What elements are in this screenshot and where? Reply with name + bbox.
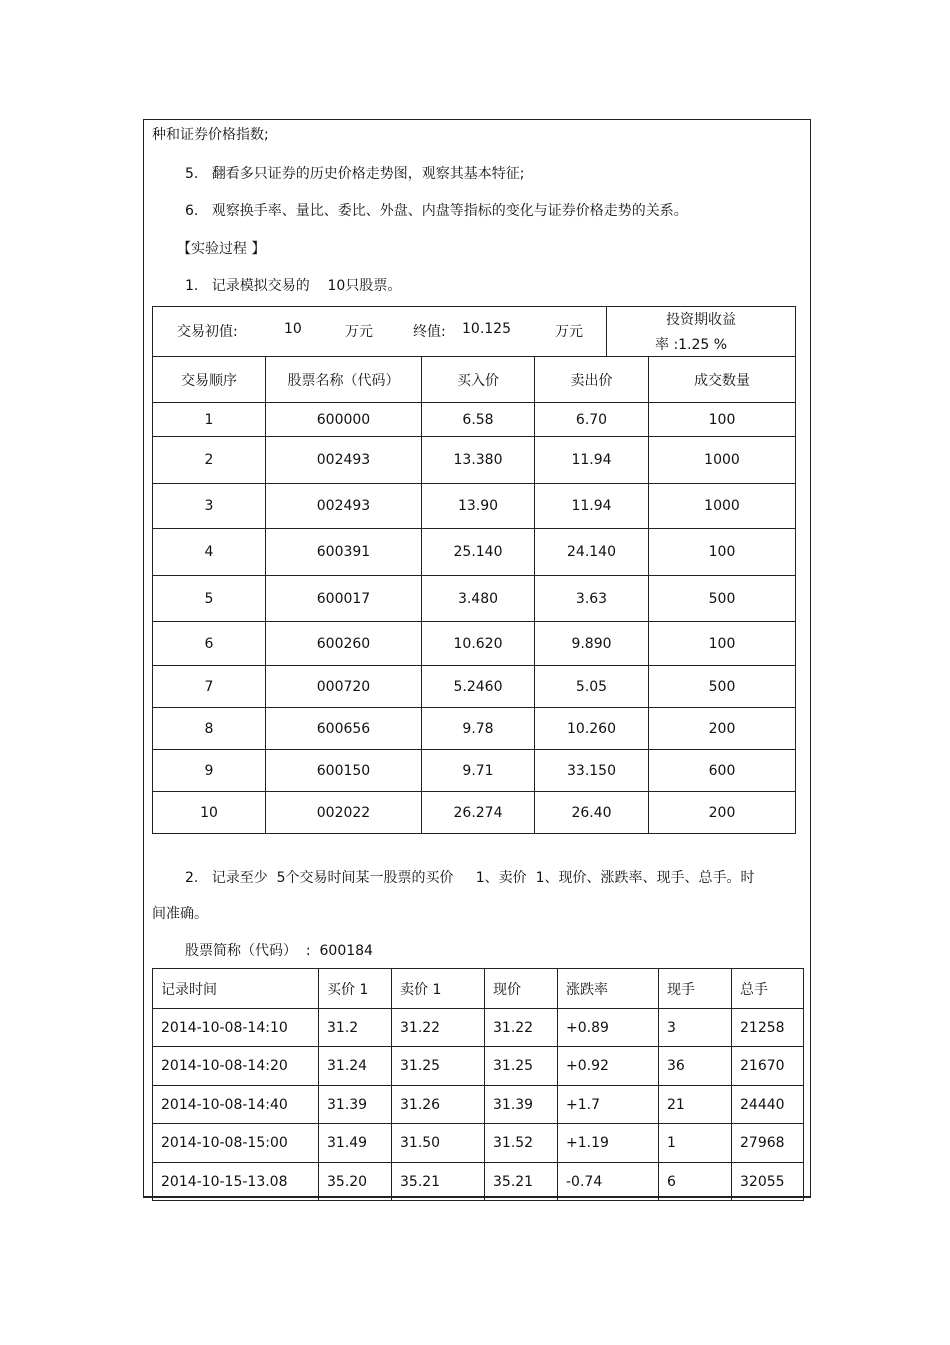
cell: 2014-10-08-14:40 bbox=[153, 1086, 319, 1124]
header-cell: 买入价 bbox=[422, 357, 535, 403]
cell: 000720 bbox=[266, 666, 422, 708]
cell: 100 bbox=[649, 622, 796, 666]
cell: 5.2460 bbox=[422, 666, 535, 708]
header-cell: 现手 bbox=[659, 969, 732, 1009]
cell: 36 bbox=[659, 1047, 732, 1086]
cell: +1.7 bbox=[558, 1086, 659, 1124]
cell: 1 bbox=[659, 1124, 732, 1163]
table-row bbox=[153, 576, 796, 622]
table-row bbox=[153, 666, 796, 708]
cell: 35.21 bbox=[485, 1163, 558, 1201]
table-row bbox=[153, 1163, 804, 1201]
cell: 600150 bbox=[266, 750, 422, 792]
cell: 6.58 bbox=[422, 403, 535, 437]
stock-code-label: 股票简称（代码） : 600184 bbox=[185, 943, 373, 959]
header-cell: 卖价 1 bbox=[392, 969, 485, 1009]
cell: 3.480 bbox=[422, 576, 535, 622]
cell: 1000 bbox=[649, 437, 796, 484]
header-cell: 总手 bbox=[732, 969, 804, 1009]
cell: +0.92 bbox=[558, 1047, 659, 1086]
cell: 500 bbox=[649, 666, 796, 708]
return-label-line1: 投资期收益 bbox=[666, 312, 736, 328]
cell: 10 bbox=[153, 792, 266, 834]
cell: +1.19 bbox=[558, 1124, 659, 1163]
cell: 600017 bbox=[266, 576, 422, 622]
cell: 5.05 bbox=[535, 666, 649, 708]
cell: 2 bbox=[153, 437, 266, 484]
cell: 9.71 bbox=[422, 750, 535, 792]
cell: 31.24 bbox=[319, 1047, 392, 1086]
cell: 31.22 bbox=[485, 1009, 558, 1047]
cell: 100 bbox=[649, 403, 796, 437]
cell: 25.140 bbox=[422, 529, 535, 576]
cell: 24440 bbox=[732, 1086, 804, 1124]
table-row bbox=[153, 1009, 804, 1047]
cell: 26.274 bbox=[422, 792, 535, 834]
cell: 33.150 bbox=[535, 750, 649, 792]
quotes-table bbox=[152, 968, 804, 1201]
step-1-text: 1. 记录模拟交易的 10只股票。 bbox=[185, 278, 402, 294]
cell: 31.52 bbox=[485, 1124, 558, 1163]
cell: 200 bbox=[649, 708, 796, 750]
cell: 3 bbox=[659, 1009, 732, 1047]
header-cell: 交易顺序 bbox=[153, 357, 266, 403]
cell: 8 bbox=[153, 708, 266, 750]
cell: 27968 bbox=[732, 1124, 804, 1163]
cell: +0.89 bbox=[558, 1009, 659, 1047]
return-rate-cell bbox=[607, 307, 796, 357]
table-row bbox=[153, 622, 796, 666]
trades-table bbox=[152, 306, 796, 834]
cell: 31.22 bbox=[392, 1009, 485, 1047]
header-cell: 现价 bbox=[485, 969, 558, 1009]
cell: 10.620 bbox=[422, 622, 535, 666]
paragraph-item-5: 5. 翻看多只证券的历史价格走势图，观察其基本特征; bbox=[185, 166, 525, 182]
cell: 600656 bbox=[266, 708, 422, 750]
final-label: 终值: bbox=[413, 324, 446, 340]
paragraph-continuation: 种和证券价格指数; bbox=[152, 127, 269, 143]
cell: 600000 bbox=[266, 403, 422, 437]
cell: 2014-10-08-14:10 bbox=[153, 1009, 319, 1047]
step-2-text-line1: 2. 记录至少 5个交易时间某一股票的买价 1、卖价 1、现价、涨跌率、现手、总手。时 bbox=[185, 870, 755, 886]
table-row bbox=[153, 1124, 804, 1163]
cell: 1000 bbox=[649, 484, 796, 529]
final-unit: 万元 bbox=[555, 324, 583, 340]
table-row bbox=[153, 403, 796, 437]
table-row bbox=[153, 708, 796, 750]
table-row bbox=[153, 529, 796, 576]
initial-value: 10 bbox=[284, 321, 302, 337]
cell: 3.63 bbox=[535, 576, 649, 622]
cell: 9.890 bbox=[535, 622, 649, 666]
cell: 600260 bbox=[266, 622, 422, 666]
cell: 31.39 bbox=[319, 1086, 392, 1124]
cell: 600 bbox=[649, 750, 796, 792]
summary-row bbox=[153, 307, 796, 357]
header-cell: 买价 1 bbox=[319, 969, 392, 1009]
table-row bbox=[153, 1047, 804, 1086]
cell: 2014-10-15-13.08 bbox=[153, 1163, 319, 1201]
cell: 10.260 bbox=[535, 708, 649, 750]
header-cell: 成交数量 bbox=[649, 357, 796, 403]
cell: 13.380 bbox=[422, 437, 535, 484]
cell: 1 bbox=[153, 403, 266, 437]
cell: 31.50 bbox=[392, 1124, 485, 1163]
cell: 24.140 bbox=[535, 529, 649, 576]
cell: 2014-10-08-15:00 bbox=[153, 1124, 319, 1163]
table-row bbox=[153, 750, 796, 792]
table-row bbox=[153, 792, 796, 834]
cell: 5 bbox=[153, 576, 266, 622]
paragraph-item-6: 6. 观察换手率、量比、委比、外盘、内盘等指标的变化与证券价格走势的关系。 bbox=[185, 203, 688, 219]
table-row bbox=[153, 1086, 804, 1124]
final-value: 10.125 bbox=[462, 321, 511, 337]
cell: 100 bbox=[649, 529, 796, 576]
cell: 31.49 bbox=[319, 1124, 392, 1163]
header-cell: 股票名称（代码） bbox=[266, 357, 422, 403]
cell: 6 bbox=[153, 622, 266, 666]
cell: 21670 bbox=[732, 1047, 804, 1086]
step-2-text-line2: 间准确。 bbox=[152, 906, 208, 922]
trades-header-row bbox=[153, 357, 796, 403]
initial-unit: 万元 bbox=[345, 324, 373, 340]
cell: 21258 bbox=[732, 1009, 804, 1047]
cell: 11.94 bbox=[535, 484, 649, 529]
cell: 3 bbox=[153, 484, 266, 529]
cell: 13.90 bbox=[422, 484, 535, 529]
cell: 9 bbox=[153, 750, 266, 792]
summary-values-cell bbox=[153, 307, 607, 357]
section-heading: 【实验过程 】 bbox=[177, 241, 266, 257]
cell: 002493 bbox=[266, 437, 422, 484]
cell: 2014-10-08-14:20 bbox=[153, 1047, 319, 1086]
cell: 31.39 bbox=[485, 1086, 558, 1124]
quotes-header-row bbox=[153, 969, 804, 1009]
header-cell: 卖出价 bbox=[535, 357, 649, 403]
cell: 11.94 bbox=[535, 437, 649, 484]
cell: 002493 bbox=[266, 484, 422, 529]
cell: 200 bbox=[649, 792, 796, 834]
cell: 500 bbox=[649, 576, 796, 622]
header-cell: 涨跌率 bbox=[558, 969, 659, 1009]
cell: 4 bbox=[153, 529, 266, 576]
cell: 35.21 bbox=[392, 1163, 485, 1201]
table-row bbox=[153, 437, 796, 484]
cell: 31.26 bbox=[392, 1086, 485, 1124]
cell: 9.78 bbox=[422, 708, 535, 750]
cell: 6 bbox=[659, 1163, 732, 1201]
cell: 31.25 bbox=[485, 1047, 558, 1086]
cell: 35.20 bbox=[319, 1163, 392, 1201]
cell: -0.74 bbox=[558, 1163, 659, 1201]
cell: 002022 bbox=[266, 792, 422, 834]
cell: 6.70 bbox=[535, 403, 649, 437]
cell: 26.40 bbox=[535, 792, 649, 834]
cell: 600391 bbox=[266, 529, 422, 576]
header-cell: 记录时间 bbox=[153, 969, 319, 1009]
cell: 7 bbox=[153, 666, 266, 708]
table-row bbox=[153, 484, 796, 529]
initial-label: 交易初值: bbox=[177, 324, 238, 340]
cell: 31.2 bbox=[319, 1009, 392, 1047]
cell: 21 bbox=[659, 1086, 732, 1124]
return-label-line2: 率 :1.25 % bbox=[655, 337, 728, 353]
cell: 31.25 bbox=[392, 1047, 485, 1086]
cell: 32055 bbox=[732, 1163, 804, 1201]
